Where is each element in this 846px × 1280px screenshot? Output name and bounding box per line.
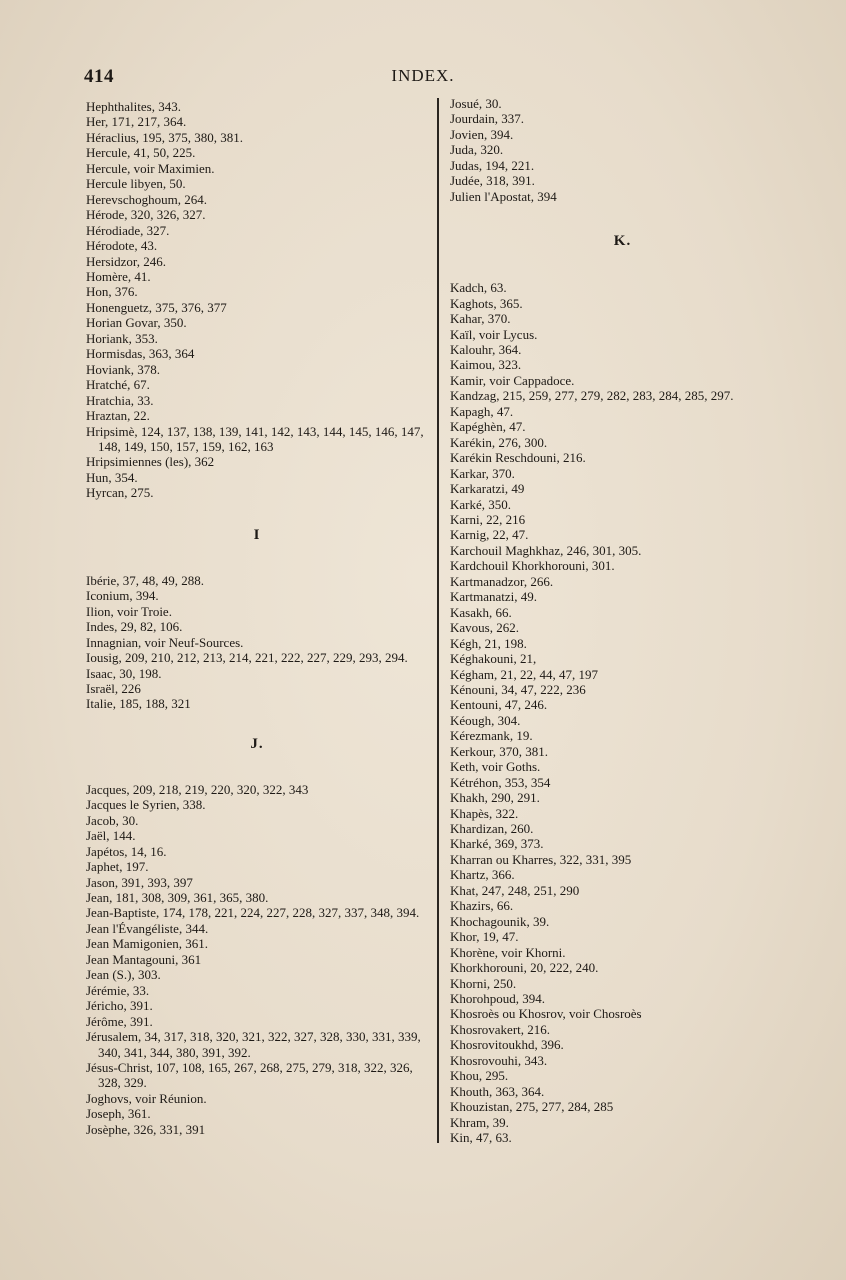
index-entry: Jérémie, 33. xyxy=(86,982,150,998)
index-entry: Kalouhr, 364. xyxy=(450,341,522,357)
index-entry: Hérode, 320, 326, 327. xyxy=(86,207,206,223)
index-entry: Khou, 295. xyxy=(450,1068,509,1084)
index-entry: Karchouil Maghkhaz, 246, 301, 305. xyxy=(450,542,642,558)
index-entry: Hersidzor, 246. xyxy=(86,253,166,269)
index-entry: Karni, 22, 216 xyxy=(450,511,526,527)
index-entry: Hripsimiennes (les), 362 xyxy=(86,454,215,470)
index-entry: Kin, 47, 63. xyxy=(450,1130,512,1146)
index-entry: Jean Mamigonien, 361. xyxy=(86,936,209,952)
index-entry: Jérôme, 391. xyxy=(86,1013,153,1029)
index-entry: Hripsimè, 124, 137, 138, 139, 141, 142, 143, 144, 145, 146, 147, 148, 149, 150, 157, 159, 162, 163 xyxy=(86,423,424,454)
index-entry: Kéough, 304. xyxy=(450,712,521,728)
index-entry: Kharké, 369, 373. xyxy=(450,836,544,852)
index-entry: Jean, 181, 308, 309, 361, 365, 380. xyxy=(86,890,269,906)
index-entry: Israël, 226 xyxy=(86,680,141,696)
index-entry: Kégh, 21, 198. xyxy=(450,635,527,651)
index-entry: Hraztan, 22. xyxy=(86,408,150,424)
h-entries xyxy=(86,99,428,501)
index-entry: Jean-Baptiste, 174, 178, 221, 224, 227, 228, 327, 337, 348, 394. xyxy=(86,905,420,921)
index-entry: Khouth, 363, 364. xyxy=(450,1083,545,1099)
index-entry: Josèphe, 326, 331, 391 xyxy=(86,1121,206,1137)
right-column xyxy=(450,96,795,1146)
index-entry: Khat, 247, 248, 251, 290 xyxy=(450,882,580,898)
index-entry: Karké, 350. xyxy=(450,496,512,512)
index-entry: Kénouni, 34, 47, 222, 236 xyxy=(450,681,586,697)
index-entry: Hercule, voir Maximien. xyxy=(86,160,215,176)
index-entry: Kahar, 370. xyxy=(450,311,511,327)
index-entry: Khapès, 322. xyxy=(450,805,519,821)
index-entry: Jésus-Christ, 107, 108, 165, 267, 268, 275, 279, 318, 322, 326, 328, 329. xyxy=(86,1060,413,1091)
index-entry: Kerkour, 370, 381. xyxy=(450,743,549,759)
i-entries xyxy=(86,573,428,712)
index-entry: Khosrovitoukhd, 396. xyxy=(450,1037,564,1053)
index-entry: Khardizan, 260. xyxy=(450,821,534,837)
index-entry: Kérezmank, 19. xyxy=(450,728,533,744)
index-entry: Indes, 29, 82, 106. xyxy=(86,619,183,635)
index-entry: Isaac, 30, 198. xyxy=(86,665,162,681)
index-entry: Ibérie, 37, 48, 49, 288. xyxy=(86,572,205,588)
index-entry: Khram, 39. xyxy=(450,1114,509,1130)
index-entry: Hérodiade, 327. xyxy=(86,222,170,238)
index-entry: Kandzag, 215, 259, 277, 279, 282, 283, 284, 285, 297. xyxy=(450,388,734,404)
index-entry: Keth, voir Goths. xyxy=(450,759,541,775)
index-entry: Kavous, 262. xyxy=(450,620,519,636)
index-entry: Jason, 391, 393, 397 xyxy=(86,874,193,890)
index-entry: Hercule libyen, 50. xyxy=(86,176,186,192)
index-entry: Juda, 320. xyxy=(450,142,504,158)
index-entry: Kaimou, 323. xyxy=(450,357,522,373)
index-entry: Jean (S.), 303. xyxy=(86,967,161,983)
index-entry: Khor, 19, 47. xyxy=(450,929,519,945)
index-entry: Kentouni, 47, 246. xyxy=(450,697,548,713)
column-divider xyxy=(437,98,439,1143)
running-head: INDEX. xyxy=(391,66,455,85)
index-entry: Kapéghèn, 47. xyxy=(450,419,526,435)
index-entry: Jérusalem, 34, 317, 318, 320, 321, 322, 327, 328, 330, 331, 339, 340, 341, 344, 380, 391, 392. xyxy=(86,1029,421,1060)
index-entry: Kéghakouni, 21, xyxy=(450,651,537,667)
index-entry: Horiank, 353. xyxy=(86,330,158,346)
index-entry: Jacob, 30. xyxy=(86,812,139,828)
index-entry: Héraclius, 195, 375, 380, 381. xyxy=(86,129,244,145)
index-entry: Khouzistan, 275, 277, 284, 285 xyxy=(450,1099,614,1115)
index-entry: Khorkhorouni, 20, 222, 240. xyxy=(450,960,599,976)
index-entry: Karnig, 22, 47. xyxy=(450,527,529,543)
index-entry: Karékin, 276, 300. xyxy=(450,434,548,450)
index-entry: Homère, 41. xyxy=(86,268,151,284)
index-entry: Khakh, 290, 291. xyxy=(450,790,540,806)
index-entry: Jourdain, 337. xyxy=(450,111,525,127)
index-entry: Khorni, 250. xyxy=(450,975,517,991)
index-entry: Japhet, 197. xyxy=(86,859,149,875)
index-entry: Khorohpoud, 394. xyxy=(450,991,545,1007)
index-entry: Judée, 318, 391. xyxy=(450,173,535,189)
index-entry: Jean Mantagouni, 361 xyxy=(86,951,202,967)
index-entry: Khosrovouhi, 343. xyxy=(450,1052,548,1068)
index-entry: Karékin Reschdouni, 216. xyxy=(450,450,586,466)
index-entry: Kasakh, 66. xyxy=(450,604,512,620)
index-entry: Jaël, 144. xyxy=(86,828,136,844)
index-entry: Jovien, 394. xyxy=(450,126,514,142)
section-heading-j: J. xyxy=(250,735,264,752)
index-entry: Khartz, 366. xyxy=(450,867,515,883)
index-entry: Kadch, 63. xyxy=(450,280,507,296)
index-entry: Kardchouil Khorkhorouni, 301. xyxy=(450,558,615,574)
index-entry: Horian Govar, 350. xyxy=(86,315,187,331)
page-number: 414 xyxy=(84,66,114,87)
j-continued-entries xyxy=(450,96,795,204)
index-entry: Hormisdas, 363, 364 xyxy=(86,346,195,362)
index-entry: Judas, 194, 221. xyxy=(450,157,535,173)
index-entry: Jacques le Syrien, 338. xyxy=(86,797,206,813)
index-entry: Jacques, 209, 218, 219, 220, 320, 322, 343 xyxy=(86,781,309,797)
index-entry: Joseph, 361. xyxy=(86,1106,151,1122)
index-entry: Hercule, 41, 50, 225. xyxy=(86,145,196,161)
k-entries xyxy=(450,280,795,1145)
index-entry: Kartmanadzor, 266. xyxy=(450,573,554,589)
index-entry: Khorène, voir Khorni. xyxy=(450,944,566,960)
index-entry: Iousig, 209, 210, 212, 213, 214, 221, 222, 227, 229, 293, 294. xyxy=(86,650,408,666)
index-entry: Kégham, 21, 22, 44, 47, 197 xyxy=(450,666,599,682)
index-entry: Hephthalites, 343. xyxy=(86,99,181,114)
j-entries xyxy=(86,782,428,1137)
index-entry: Iconium, 394. xyxy=(86,588,159,604)
index-entry: Ilion, voir Troie. xyxy=(86,603,172,619)
index-entry: Jéricho, 391. xyxy=(86,998,153,1014)
index-entry: Hon, 376. xyxy=(86,284,138,300)
index-entry: Josué, 30. xyxy=(450,96,502,111)
section-heading-k: K. xyxy=(613,233,632,250)
index-entry: Hratché, 67. xyxy=(86,377,150,393)
index-entry: Italie, 185, 188, 321 xyxy=(86,696,191,712)
index-entry: Kartmanatzi, 49. xyxy=(450,589,537,605)
index-entry: Khochagounik, 39. xyxy=(450,913,550,929)
index-entry: Honenguetz, 375, 376, 377 xyxy=(86,299,227,315)
index-entry: Julien l'Apostat, 394 xyxy=(450,188,557,204)
index-entry: Innagnian, voir Neuf-Sources. xyxy=(86,634,244,650)
index-entry: Kapagh, 47. xyxy=(450,403,514,419)
index-entry: Joghovs, voir Réunion. xyxy=(86,1090,207,1106)
index-entry: Kamir, voir Cappadoce. xyxy=(450,372,575,388)
index-entry: Hyrcan, 275. xyxy=(86,485,154,501)
index-entry: Kétréhon, 353, 354 xyxy=(450,774,551,790)
index-entry: Hoviank, 378. xyxy=(86,361,161,377)
index-entry: Her, 171, 217, 364. xyxy=(86,114,187,130)
index-entry: Japétos, 14, 16. xyxy=(86,843,167,859)
index-entry: Kharran ou Kharres, 322, 331, 395 xyxy=(450,851,632,867)
index-entry: Khosroès ou Khosrov, voir Chosroès xyxy=(450,1006,642,1022)
index-entry: Khosrovakert, 216. xyxy=(450,1021,551,1037)
index-entry: Kaghots, 365. xyxy=(450,295,523,311)
index-entry: Jean l'Évangéliste, 344. xyxy=(86,920,209,936)
index-entry: Hratchia, 33. xyxy=(86,392,154,408)
index-entry: Karkaratzi, 49 xyxy=(450,481,525,497)
left-column xyxy=(86,99,428,1137)
index-entry: Khazirs, 66. xyxy=(450,898,514,914)
index-entry: Karkar, 370. xyxy=(450,465,515,481)
index-entry: Herevschoghoum, 264. xyxy=(86,191,207,207)
index-entry: Hérodote, 43. xyxy=(86,238,158,254)
index-entry: Hun, 354. xyxy=(86,469,138,485)
index-entry: Kaïl, voir Lycus. xyxy=(450,326,538,342)
section-heading-i: I xyxy=(253,526,261,543)
